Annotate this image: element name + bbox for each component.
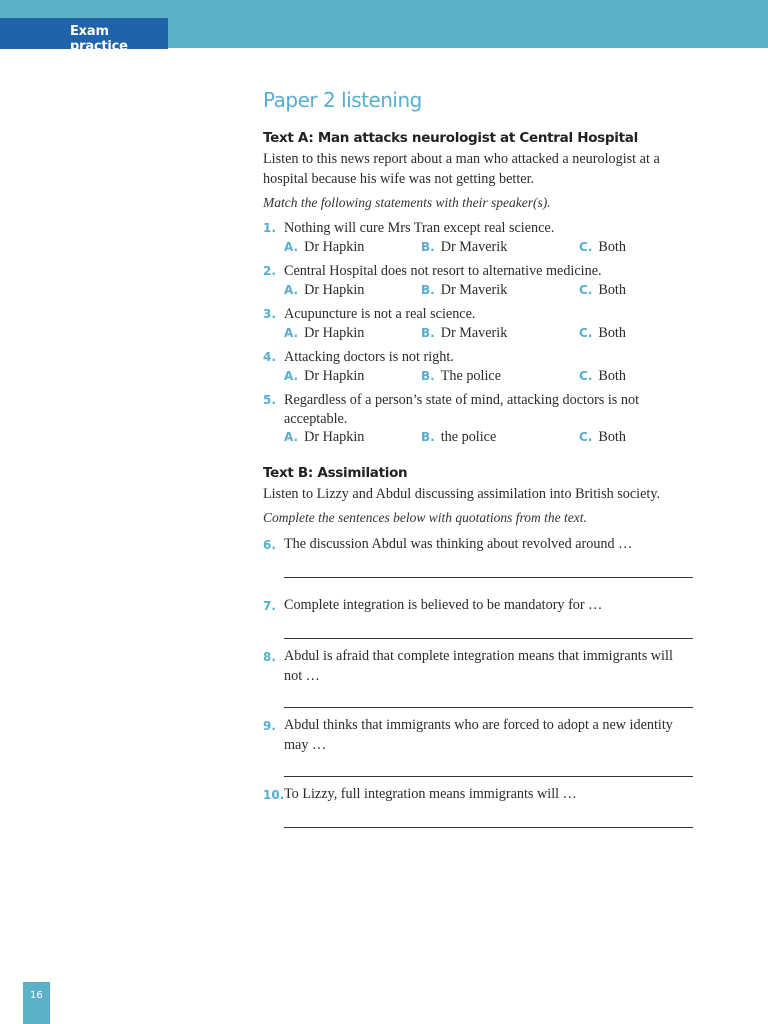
option-letter: C. xyxy=(579,368,593,383)
option-b[interactable] xyxy=(421,428,579,447)
option-a[interactable] xyxy=(284,281,421,300)
option-text: Both xyxy=(598,238,626,255)
option-letter: A. xyxy=(284,325,299,340)
option-letter: C. xyxy=(579,282,593,297)
option-text: Dr Hapkin xyxy=(304,429,365,445)
question-text: Complete integration is believed to be mandatory for … xyxy=(284,597,603,613)
option-a[interactable] xyxy=(284,238,421,257)
answer-options xyxy=(284,281,693,300)
question-number: 3. xyxy=(263,307,276,321)
option-text: Both xyxy=(598,429,626,445)
option-c[interactable] xyxy=(579,324,626,343)
option-letter: C. xyxy=(579,325,593,340)
option-c[interactable] xyxy=(579,238,626,257)
text-a-intro: Listen to this news report about a man who attacked a neurologist at a hospital because his wife was not getting better. xyxy=(263,151,660,187)
page-number: 16 xyxy=(30,990,43,1001)
fill-item xyxy=(263,784,693,804)
option-c[interactable] xyxy=(579,367,626,386)
option-a[interactable] xyxy=(284,324,421,343)
answer-line[interactable] xyxy=(284,577,693,578)
option-text: Dr Hapkin xyxy=(304,367,365,384)
main-content xyxy=(263,88,693,828)
answer-options xyxy=(284,367,693,386)
question-text: Abdul is afraid that complete integration means that immigrants will not … xyxy=(284,648,673,684)
question-number: 7. xyxy=(263,599,276,613)
option-b[interactable] xyxy=(421,367,579,386)
question-item xyxy=(263,219,693,256)
answer-line[interactable] xyxy=(284,776,693,777)
option-c[interactable] xyxy=(579,428,626,447)
option-a[interactable] xyxy=(284,367,421,386)
option-c[interactable] xyxy=(579,281,626,300)
question-text: To Lizzy, full integration means immigrants will … xyxy=(284,786,577,802)
option-text: Dr Maverik xyxy=(440,238,508,255)
question-text: Abdul thinks that immigrants who are forced to adopt a new identity may … xyxy=(284,717,673,753)
question-text: Regardless of a person’s state of mind, attacking doctors is not acceptable. xyxy=(284,392,640,427)
option-letter: A. xyxy=(284,282,299,297)
option-text: Dr Maverik xyxy=(440,281,508,298)
option-text: Both xyxy=(598,367,626,384)
option-b[interactable] xyxy=(421,324,579,343)
text-a-instruction: Match the following statements with their speaker(s). xyxy=(263,195,551,210)
option-letter: A. xyxy=(284,239,299,254)
option-a[interactable] xyxy=(284,428,421,447)
option-b[interactable] xyxy=(421,238,579,257)
option-letter: C. xyxy=(579,430,593,444)
section-tab-label: Exam practice xyxy=(70,24,128,54)
answer-options xyxy=(284,324,693,343)
question-text: The discussion Abdul was thinking about revolved around … xyxy=(284,536,633,552)
text-b-section xyxy=(263,465,693,829)
answer-line[interactable] xyxy=(284,827,693,828)
option-letter: A. xyxy=(284,430,299,444)
question-text: Attacking doctors is not right. xyxy=(284,349,454,365)
question-number: 5. xyxy=(263,393,276,407)
question-item xyxy=(263,391,693,447)
fill-item xyxy=(263,646,693,686)
option-letter: B. xyxy=(421,239,435,254)
answer-options xyxy=(284,428,693,447)
option-b[interactable] xyxy=(421,281,579,300)
answer-line[interactable] xyxy=(284,707,693,708)
option-letter: B. xyxy=(421,430,435,444)
option-text: Dr Hapkin xyxy=(304,324,365,341)
question-text: Nothing will cure Mrs Tran except real science. xyxy=(284,220,555,236)
question-number: 6. xyxy=(263,538,276,552)
page-number-badge xyxy=(23,982,50,1024)
question-item xyxy=(263,262,693,299)
option-text: the police xyxy=(440,429,497,445)
fill-item xyxy=(263,715,693,755)
question-number: 10. xyxy=(263,788,285,802)
option-letter: C. xyxy=(579,239,593,254)
fill-item xyxy=(263,595,693,615)
text-b-instruction: Complete the sentences below with quotations from the text. xyxy=(263,510,587,525)
question-item xyxy=(263,348,693,385)
fill-item xyxy=(263,534,693,554)
question-number: 2. xyxy=(263,264,276,278)
text-b-intro: Listen to Lizzy and Abdul discussing assimilation into British society. xyxy=(263,485,661,502)
option-letter: B. xyxy=(421,325,435,340)
option-text: The police xyxy=(440,367,501,384)
option-text: Dr Maverik xyxy=(440,324,508,341)
question-number: 4. xyxy=(263,350,276,364)
question-number: 1. xyxy=(263,221,276,235)
text-b-heading: Text B: Assimilation xyxy=(263,464,408,481)
option-text: Dr Hapkin xyxy=(304,238,365,255)
question-text: Acupuncture is not a real science. xyxy=(284,306,476,322)
question-item xyxy=(263,305,693,342)
answer-options xyxy=(284,238,693,257)
question-text: Central Hospital does not resort to alternative medicine. xyxy=(284,263,602,279)
option-text: Both xyxy=(598,281,626,298)
option-letter: B. xyxy=(421,282,435,297)
page-title: Paper 2 listening xyxy=(263,88,422,112)
option-letter: B. xyxy=(421,368,435,383)
question-number: 9. xyxy=(263,719,276,733)
option-text: Both xyxy=(598,324,626,341)
text-a-heading: Text A: Man attacks neurologist at Central Hospital xyxy=(263,130,638,146)
option-text: Dr Hapkin xyxy=(304,281,365,298)
question-number: 8. xyxy=(263,650,276,664)
answer-line[interactable] xyxy=(284,638,693,639)
option-letter: A. xyxy=(284,368,299,383)
section-tab xyxy=(0,18,168,54)
